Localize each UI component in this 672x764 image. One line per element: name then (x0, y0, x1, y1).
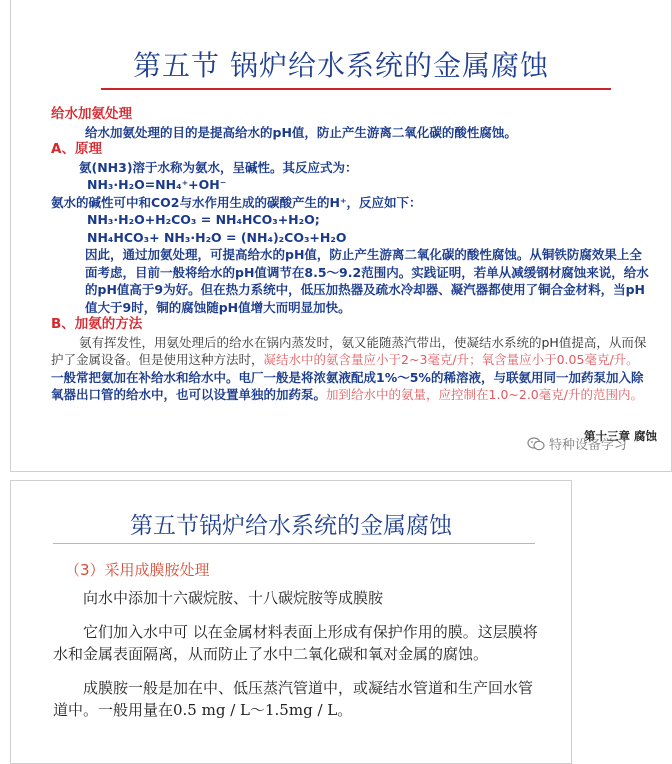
title-underline (101, 88, 611, 90)
section-b-heading: B、加氨的方法 (51, 316, 143, 332)
method-text-1: 氨有挥发性，用氨处理后的给水在锅内蒸发时，氨又能随蒸汽带出，使凝结水系统的pH值提高，从而保护了金属设备。但是使用这种方法时， (51, 334, 647, 367)
method-text-3: 一般常把氨加在补给水和给水中。电厂一般是将浓氨液配成1%～5%的稀溶液，与联氨用同一加药泵加入除氧器出口管的给水中，也可以设置单独的加药泵。 (51, 369, 644, 402)
method-text-4: 加到给水中的氨量，应控制在1.0~2.0毫克/升的范围内。 (326, 387, 643, 402)
slide1-title: 第五节 锅炉给水系统的金属腐蚀 (133, 49, 549, 82)
slide2-paragraph-2: 它们加入水中可 以在金属材料表面上形成有保护作用的膜。这层膜将水和金属表面隔离，从而防止了水中二氧化碳和氧对金属的腐蚀。 (53, 623, 538, 663)
wechat-icon (527, 437, 545, 451)
intro-text: 给水加氨处理的目的是提高给水的pH值，防止产生游离二氧化碳的酸性腐蚀。 (85, 124, 517, 140)
slide2-title: 第五节锅炉给水系统的金属腐蚀 (130, 513, 452, 539)
slide2-paragraph-3: 成膜胺一般是加在中、低压蒸汽管道中，或凝结水管道和生产回水管道中。一般用量在0.5 mg / L～1.5mg / L。 (53, 679, 534, 719)
chapter-side-note: 第十三章 腐蚀 (584, 429, 658, 443)
slide2-subtitle: （3）采用成膜胺处理 (65, 561, 210, 579)
slide2-body (53, 587, 543, 733)
method-text-2: 凝结水中的氨含量应小于2~3毫克/升；氧含量应小于0.05毫克/升。 (263, 352, 639, 367)
principle-paragraph: 因此，通过加氨处理，可提高给水的pH值，防止产生游离二氧化碳的酸性腐蚀。从铜铁防腐效果上全面考虑，目前一般将给水的pH值调节在8.5～9.2范围内。实践证明，若单从减缓钢材腐蚀来说，给水的pH值高于9为好。但在热力系统中，低压加热器及疏水冷却器、凝汽器都使用了铜合金材料，当pH值大于9时，铜的腐蚀随pH值增大而明显加快。 (85, 247, 649, 315)
slide2-title-underline (53, 543, 535, 544)
slide2-paragraph-1: 向水中添加十六碳烷胺、十八碳烷胺等成膜胺 (83, 589, 384, 607)
equation-1: NH₃·H₂O=NH₄⁺+OH⁻ (87, 177, 227, 192)
equation-3: NH₄HCO₃+ NH₃·H₂O = (NH₄)₂CO₃+H₂O (87, 229, 347, 245)
principle-line-2: 氨水的碱性可中和CO2与水作用生成的碳酸产生的H⁺，反应如下： (51, 194, 422, 210)
slide-film-forming-amine (10, 480, 572, 764)
method-paragraph (51, 334, 651, 404)
heading-ammonia-treatment: 给水加氨处理 (51, 106, 132, 122)
slide1-body (51, 106, 651, 404)
section-a-heading: A、原理 (51, 141, 102, 157)
watermark-text: 特种设备学习 (549, 438, 628, 453)
watermark (527, 434, 627, 453)
slide-ammonia-treatment (10, 0, 672, 472)
principle-line-1: 氨(NH3)溶于水称为氨水，呈碱性。其反应式为： (79, 159, 358, 175)
equation-2: NH₃·H₂O+H₂CO₃ = NH₄HCO₃+H₂O; (87, 212, 320, 227)
